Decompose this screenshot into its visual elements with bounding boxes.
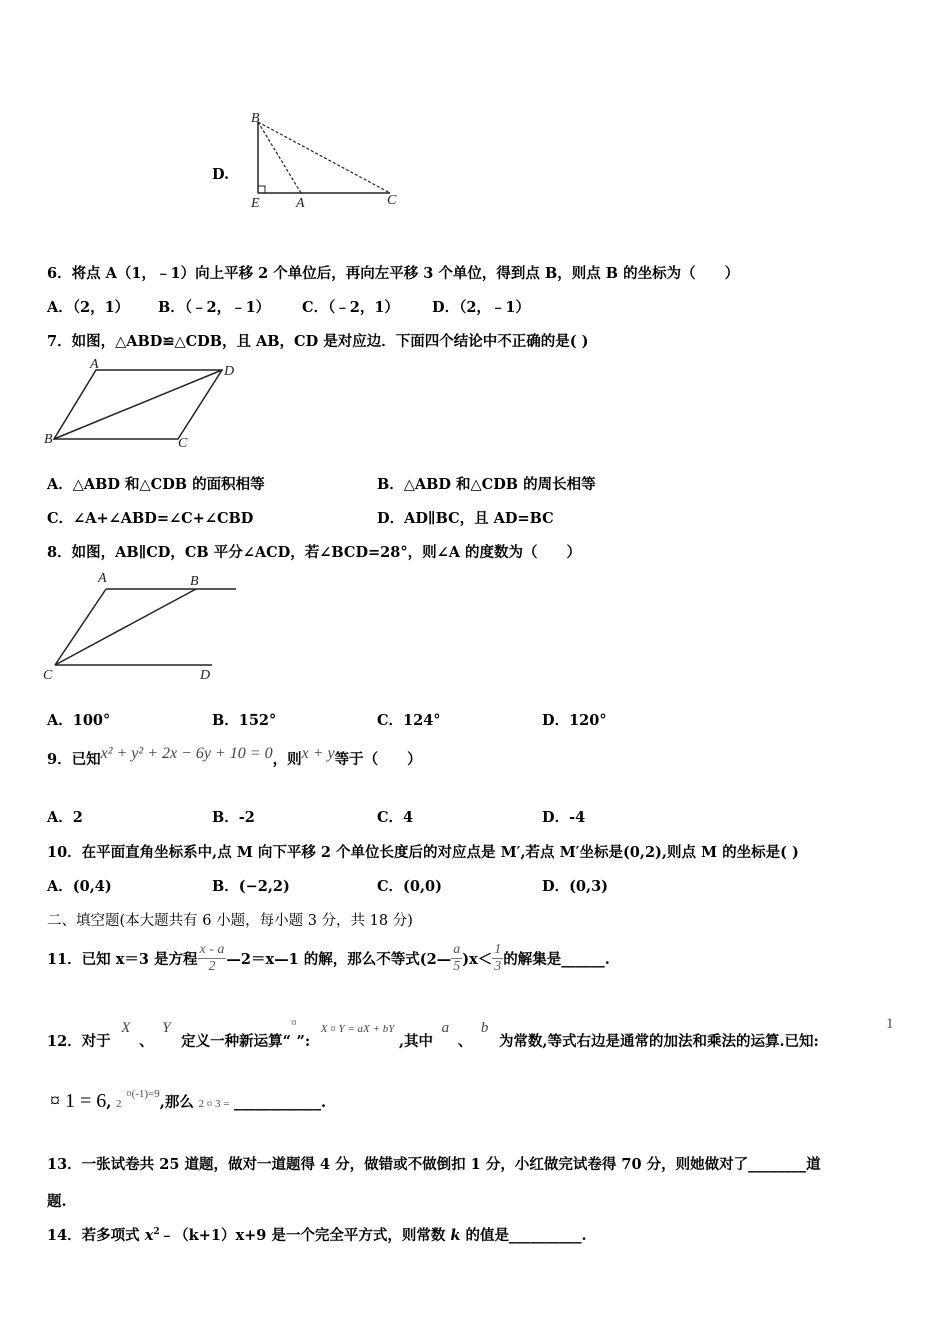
q11-fraction-2-numerator: a — [453, 941, 461, 957]
q14-middle: ﹣（k+1）x+9 是一个完全平方式，则常数 — [159, 1227, 451, 1244]
q12-blank[interactable]: ____________. — [234, 1094, 327, 1111]
q12-colon: ”: — [296, 1033, 311, 1050]
q14-k: k — [450, 1227, 461, 1244]
q6-option-b: B．（﹣2，﹣1） — [158, 299, 271, 316]
q13-line-1: 13．一张试卷共 25 道题，做对一道题得 4 分，做错或不做倒扣 1 分，小红做完试卷得 70 分，则她做对了________道 — [47, 1156, 821, 1173]
q7-option-d: D．AD∥BC，且 AD=BC — [377, 510, 554, 527]
q11-question — [47, 934, 610, 982]
q9-middle: ，则 — [272, 751, 302, 768]
q13-line-2: 题. — [47, 1193, 67, 1210]
q10-option-d: D．(0,3) — [542, 878, 609, 895]
q9-expression: x + y — [301, 745, 335, 762]
q11-mid2: )x＜ — [462, 950, 493, 968]
q7-diagonal-bd — [54, 370, 222, 439]
q8-figure — [40, 566, 250, 686]
q14-question — [47, 1224, 587, 1245]
q11-fraction-1-denominator: 2 — [198, 958, 227, 975]
q7-label-c: C — [178, 436, 188, 451]
q11-fraction-3-numerator: 1 — [494, 941, 502, 957]
q11-fraction-2-denominator: 5 — [453, 958, 461, 974]
q12-rest: 为常数,等式右边是通常的加法和乘法的运算.已知: — [498, 1033, 819, 1050]
q12-var-a: a — [441, 1020, 450, 1036]
q12-var-x: X — [121, 1020, 131, 1036]
q12-one: 1 — [886, 1016, 894, 1032]
q8-label-a: A — [98, 571, 107, 586]
q9-prefix: 9．已知 — [47, 751, 101, 768]
q11-fraction-2 — [451, 942, 462, 975]
q8-option-a: A．100° — [47, 712, 111, 729]
q12-eq2-base: 2 — [115, 1098, 122, 1110]
q12-prefix: 12．对于 — [47, 1033, 111, 1050]
q5-option-d-label: D. — [212, 166, 230, 183]
q10-option-b: B．(−2,2) — [212, 878, 290, 895]
q12-def-text: 定义一种新运算“ — [181, 1033, 291, 1050]
q8-option-b: B．152° — [212, 712, 277, 729]
q12-eq1: ¤ 1 = 6 — [50, 1090, 107, 1112]
q11-fraction-3 — [492, 942, 503, 975]
q8-segment-bc — [55, 589, 196, 665]
q12-formula: X ¤ Y = aX + bY — [320, 1023, 395, 1035]
q5-label-c: C — [387, 193, 397, 208]
section2-heading: 二、填空题(本大题共有 6 小题，每小题 3 分，共 18 分) — [47, 913, 413, 929]
q12-sep1: 、 — [139, 1033, 154, 1050]
q11-fraction-1-numerator: x - a — [199, 941, 225, 957]
q5-label-a: A — [296, 196, 305, 210]
q6-option-c: C．（﹣2，1） — [302, 299, 399, 316]
q8-label-c: C — [43, 668, 53, 683]
q11-suffix: 的解集是______. — [503, 950, 610, 968]
q14-sup: 2 — [153, 1227, 160, 1238]
q9-option-d: D．-4 — [542, 809, 586, 826]
q5-label-e: E — [251, 196, 260, 210]
q12-sep2: 、 — [457, 1033, 473, 1050]
q12-line2-comma: , — [106, 1094, 112, 1111]
q10-question: 10．在平面直角坐标系中,点 M 向下平移 2 个单位长度后的对应点是 M′,若点 M′坐标是(0,2),则点 M 的坐标是( ) — [47, 844, 799, 861]
q8-label-b: B — [190, 574, 199, 589]
q14-suffix: 的值是__________. — [460, 1227, 587, 1244]
q11-middle: —2＝x—1 的解，那么不等式(2— — [226, 950, 452, 968]
q6-option-a: A．（2，1） — [47, 299, 130, 316]
q12-var-y: Y — [162, 1020, 171, 1036]
q12-line-1 — [47, 1016, 819, 1056]
q9-option-c: C．4 — [377, 809, 414, 826]
q10-option-c: C．(0,0) — [377, 878, 442, 895]
q10-option-a: A．(0,4) — [47, 878, 112, 895]
q12-eq2-tail: ¤(-1)=9 — [126, 1088, 160, 1100]
q7-label-b: B — [44, 432, 53, 447]
q14-prefix: 14．若多项式 — [47, 1227, 145, 1244]
q6-question: 6．将点 A（1，﹣1）向上平移 2 个单位后，再向左平移 3 个单位，得到点 B，则点 B 的坐标为（ ） — [47, 265, 740, 282]
q8-question: 8．如图，AB∥CD，CB 平分∠ACD，若∠BCD=28°，则∠A 的度数为（ ） — [47, 544, 582, 561]
q14-var-x: x — [144, 1227, 154, 1244]
q8-label-d: D — [200, 668, 211, 683]
q9-question — [47, 745, 422, 769]
q5-label-b: B — [251, 111, 260, 126]
q9-suffix: 等于（ ） — [334, 751, 422, 768]
q8-option-d: D．120° — [542, 712, 607, 729]
q11-fraction-3-denominator: 3 — [494, 958, 502, 974]
q12-op-symbol: ¤ — [290, 1017, 297, 1029]
q6-option-d: D．（2，﹣1） — [432, 299, 531, 316]
q7-option-b: B．△ABD 和△CDB 的周长相等 — [377, 476, 596, 493]
q7-option-c: C．∠A+∠ABD=∠C+∠CBD — [47, 510, 254, 527]
q11-fraction-1 — [198, 942, 227, 975]
q7-label-a: A — [90, 357, 99, 372]
q5-segment-ba — [258, 122, 301, 193]
q8-option-c: C．124° — [377, 712, 441, 729]
q9-option-b: B．-2 — [212, 809, 255, 826]
q7-question: 7．如图，△ABD≌△CDB，且 AB，CD 是对应边．下面四个结论中不正确的是( ) — [47, 333, 589, 350]
q8-segment-ac — [55, 589, 106, 665]
q12-mid: ,其中 — [398, 1033, 433, 1050]
q5-segment-bc — [258, 122, 390, 193]
q9-option-a: A．2 — [47, 809, 83, 826]
q7-label-d: D — [224, 364, 235, 379]
q12-line2-mid: ,那么 — [159, 1094, 194, 1111]
q5-right-angle-mark — [258, 186, 265, 193]
q9-equation: x² + y² + 2x − 6y + 10 = 0 — [100, 745, 273, 762]
q7-option-a: A．△ABD 和△CDB 的面积相等 — [47, 476, 265, 493]
q11-prefix: 11．已知 x＝3 是方程 — [47, 950, 198, 968]
q12-expr: 2 ¤ 3 = — [198, 1098, 230, 1110]
q12-var-b: b — [480, 1020, 489, 1036]
q12-line-2 — [50, 1090, 326, 1122]
q7-figure — [42, 355, 252, 455]
q5-figure — [244, 110, 404, 210]
